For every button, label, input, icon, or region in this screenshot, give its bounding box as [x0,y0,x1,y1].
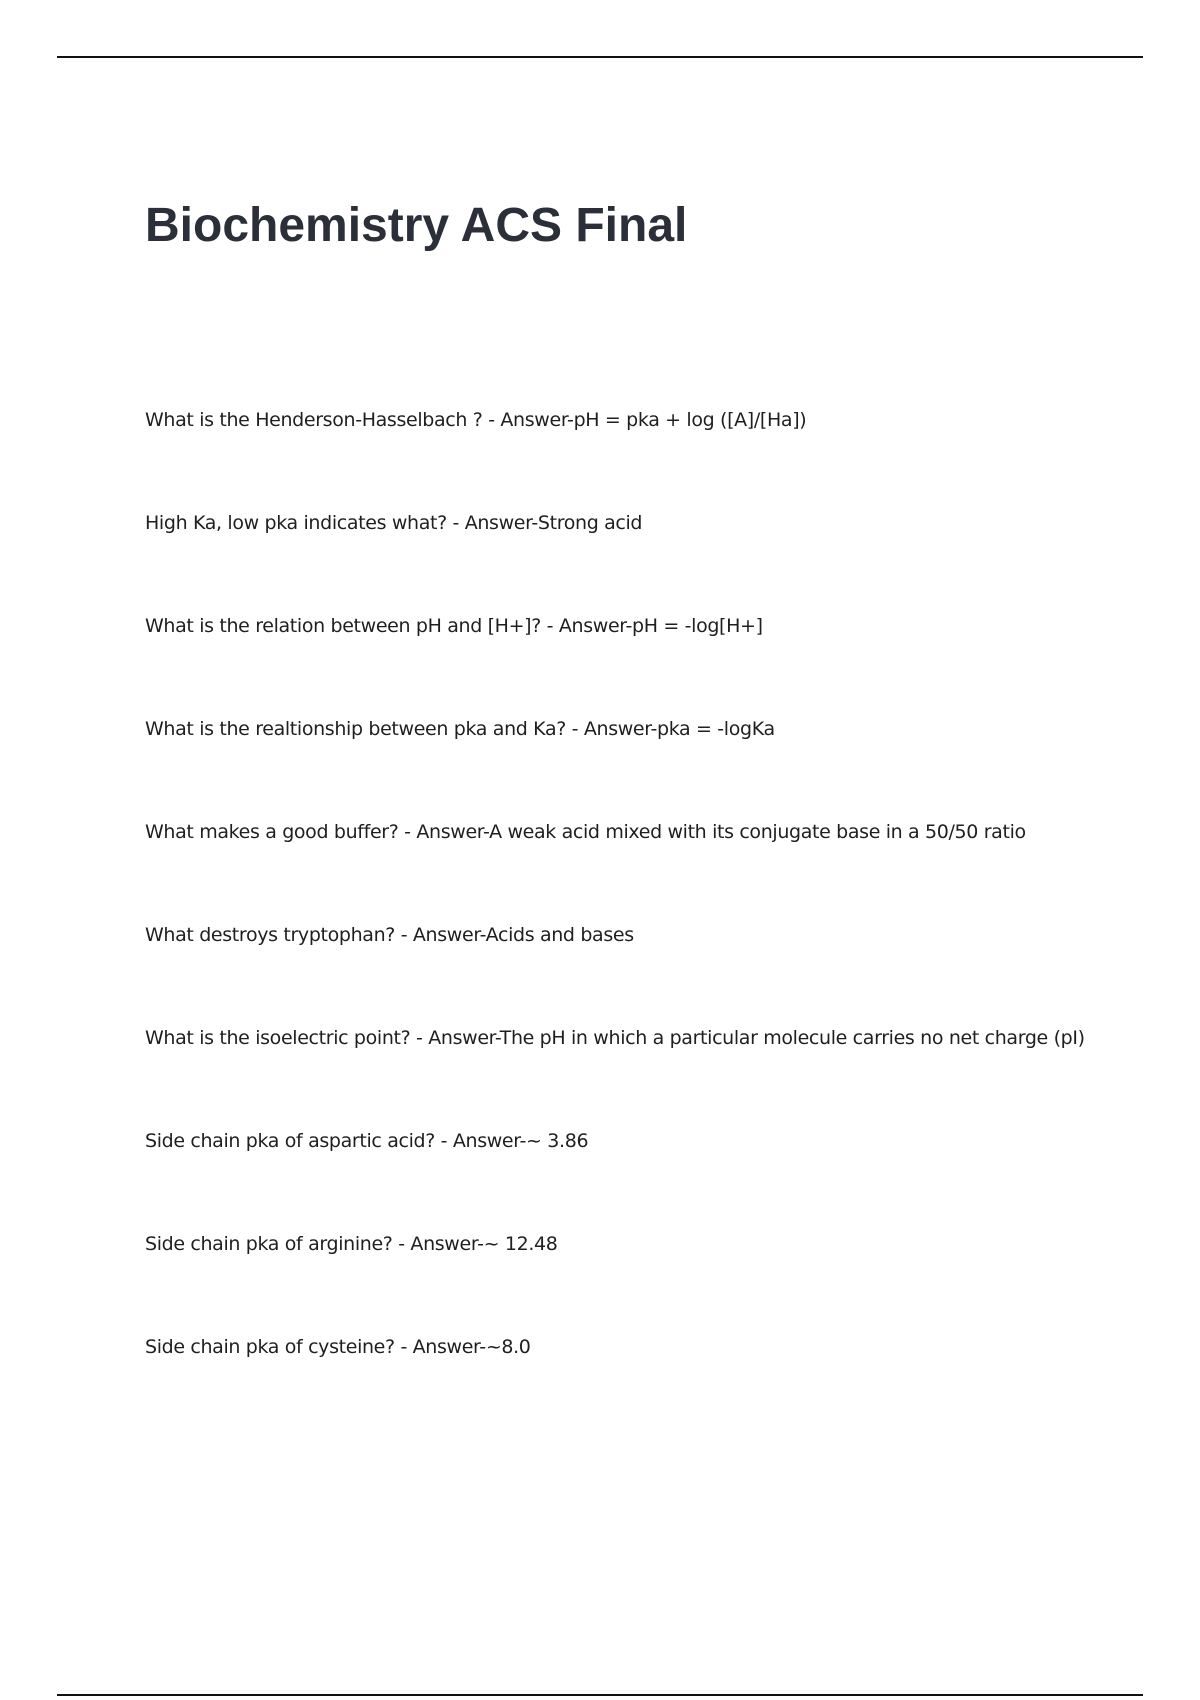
qa-item: Side chain pka of aspartic acid? - Answer-~ 3.86 [145,1130,589,1152]
document-title: Biochemistry ACS Final [145,199,688,252]
bottom-divider [57,1694,1143,1696]
qa-item: Side chain pka of cysteine? - Answer-~8.0 [145,1336,531,1358]
qa-item: What makes a good buffer? - Answer-A weak acid mixed with its conjugate base in a 50/50 ratio [145,821,1026,843]
qa-item: Side chain pka of arginine? - Answer-~ 12.48 [145,1233,558,1255]
qa-item: What is the relation between pH and [H+]? - Answer-pH = -log[H+] [145,615,763,637]
qa-item: High Ka, low pka indicates what? - Answer-Strong acid [145,512,643,534]
qa-item: What destroys tryptophan? - Answer-Acids and bases [145,924,634,946]
qa-list [145,404,1145,1434]
qa-item: What is the Henderson-Hasselbach ? - Answer-pH = pka + log ([A]/[Ha]) [145,409,807,431]
top-divider [57,56,1143,58]
qa-item: What is the isoelectric point? - Answer-The pH in which a particular molecule carries no net charge (pI) [145,1027,1085,1049]
qa-item: What is the realtionship between pka and Ka? - Answer-pka = -logKa [145,718,775,740]
